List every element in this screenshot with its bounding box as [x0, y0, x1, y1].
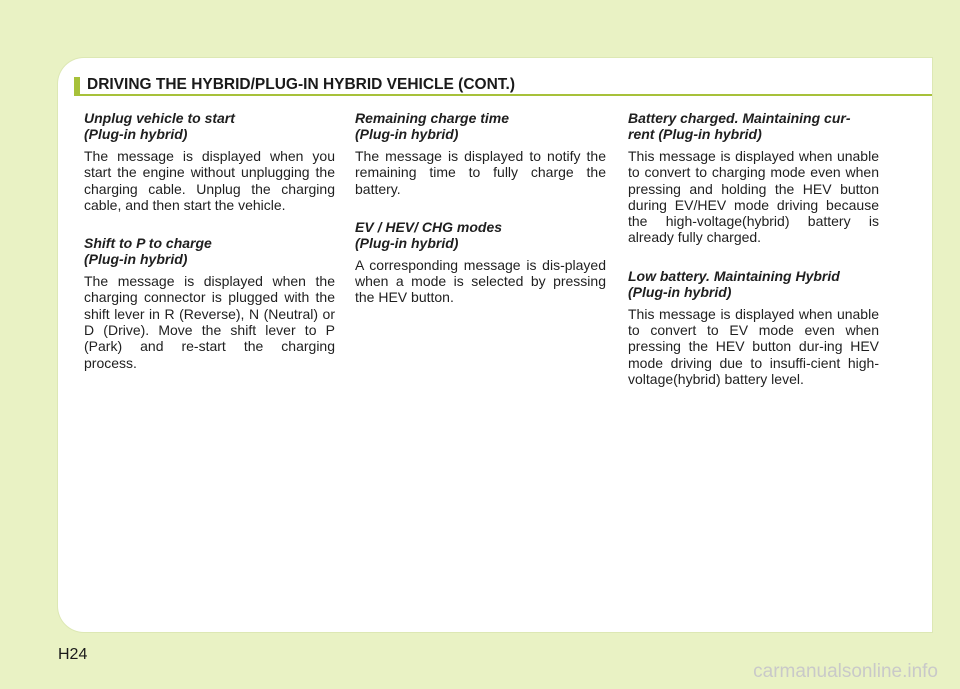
page-number: H24 [58, 646, 88, 663]
column-1 [84, 110, 335, 393]
watermark: carmanualsonline.info [753, 661, 938, 682]
section-body: This message is displayed when unable to convert to charging mode even when pressing and holding the HEV button during EV/HEV mode driving because the high-voltage(hybrid) battery is already fully charged. [628, 148, 879, 246]
section-title: Low battery. Maintaining Hybrid (Plug-in hybrid) [628, 267, 840, 300]
section-body: The message is displayed when the charging connector is plugged with the shift lever in R (Reverse), N (Neutral) or D (Drive). Move the shift lever to P (Park) and re-start the charging process. [84, 273, 335, 371]
section-title: Remaining charge time (Plug-in hybrid) [355, 110, 510, 142]
section-body: The message is displayed when you start the engine without unplugging the charging cable. Unplug the charging cable, and then start the vehicle. [84, 148, 335, 213]
section-body: The message is displayed to notify the remaining time to fully charge the battery. [355, 148, 606, 197]
section-title: Shift to P to charge (Plug-in hybrid) [84, 235, 212, 268]
page-title: DRIVING THE HYBRID/PLUG-IN HYBRID VEHICLE (CONT.) [87, 76, 515, 93]
section-title: Unplug vehicle to start (Plug-in hybrid) [84, 110, 235, 142]
section-body: A corresponding message is dis-played when a mode is selected by pressing the HEV button. [355, 256, 606, 306]
header-rule [74, 94, 932, 96]
section-header [74, 77, 930, 95]
section-body: This message is displayed when unable to convert to EV mode even when pressing the HEV button dur-ing HEV mode driving due to insuffi-cient high-voltage(hybrid) battery level. [628, 305, 879, 387]
section-title: EV / HEV/ CHG modes (Plug-in hybrid) [355, 218, 503, 251]
column-3 [628, 110, 879, 409]
section-title: Battery charged. Maintaining cur- rent (Plug-in hybrid) [628, 110, 851, 142]
column-2 [355, 110, 606, 328]
header-accent-bar [74, 77, 80, 95]
